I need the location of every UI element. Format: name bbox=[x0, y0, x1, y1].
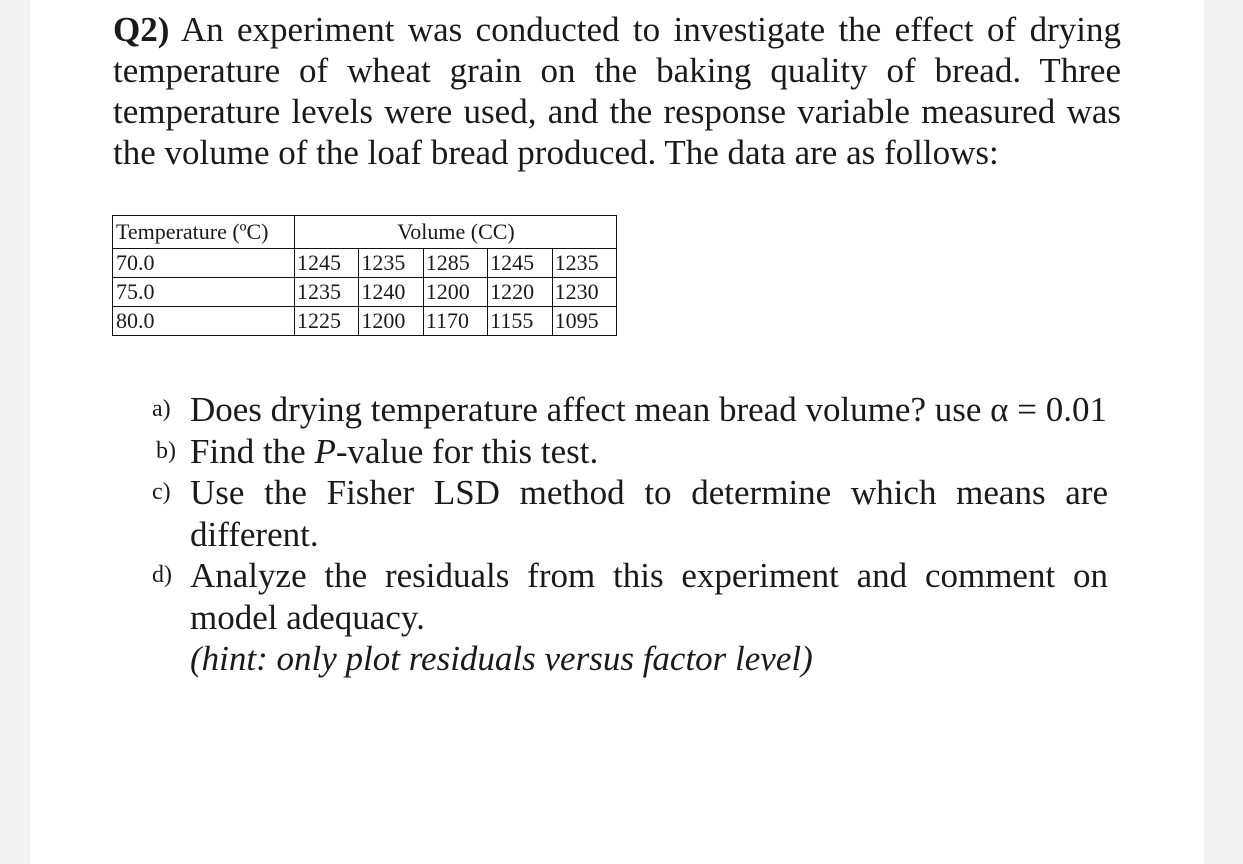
sub-question-text-part: Find the bbox=[190, 431, 315, 471]
volume-cell: 1235 bbox=[552, 249, 616, 278]
volume-header: Volume (CC) bbox=[295, 216, 617, 249]
volume-cell: 1235 bbox=[359, 249, 423, 278]
sub-question-marker: b) bbox=[156, 437, 176, 464]
sub-question-b bbox=[152, 431, 1108, 473]
volume-cell: 1240 bbox=[359, 278, 423, 307]
sub-question-d bbox=[152, 555, 1108, 680]
table-header-row bbox=[113, 216, 617, 249]
p-value-symbol: P bbox=[314, 431, 336, 471]
question-label: Q2) bbox=[113, 10, 170, 49]
volume-cell: 1095 bbox=[552, 307, 616, 336]
document-page bbox=[30, 0, 1204, 864]
volume-cell: 1200 bbox=[423, 278, 487, 307]
sub-question-a bbox=[152, 389, 1108, 431]
sub-question-list bbox=[152, 389, 1108, 680]
volume-cell: 1235 bbox=[295, 278, 359, 307]
volume-cell: 1225 bbox=[295, 307, 359, 336]
question-intro bbox=[113, 9, 1121, 173]
sub-question-text: Analyze the residuals from this experiment and comment on model adequacy. bbox=[190, 556, 1108, 637]
temperature-cell: 80.0 bbox=[113, 307, 295, 336]
sub-question-text: Does drying temperature affect mean bread volume? use α = 0.01 bbox=[190, 390, 1107, 429]
sub-question-marker: a) bbox=[152, 396, 171, 422]
volume-cell: 1230 bbox=[552, 278, 616, 307]
sub-question-text bbox=[190, 432, 598, 471]
temperature-cell: 70.0 bbox=[113, 249, 295, 278]
data-table bbox=[112, 215, 617, 336]
volume-cell: 1200 bbox=[359, 307, 423, 336]
table-row bbox=[113, 249, 617, 278]
sub-question-c bbox=[152, 472, 1108, 555]
hint-text: (hint: only plot residuals versus factor level) bbox=[190, 639, 813, 678]
volume-cell: 1170 bbox=[423, 307, 487, 336]
question-intro-text: An experiment was conducted to investigate the effect of drying temperature of wheat grain on the baking quality of bread. Three temperature levels were used, and the response variable measured was the volume of the loaf bread produced. The data are as follows: bbox=[113, 10, 1121, 172]
sub-question-text-part: -value for this test. bbox=[335, 431, 599, 471]
temperature-header: Temperature (ºC) bbox=[113, 216, 295, 249]
sub-question-marker: c) bbox=[152, 479, 171, 505]
sub-question-marker: d) bbox=[152, 562, 172, 588]
volume-cell: 1245 bbox=[295, 249, 359, 278]
volume-cell: 1155 bbox=[488, 307, 552, 336]
sub-question-text: Use the Fisher LSD method to determine which means are different. bbox=[190, 473, 1108, 554]
volume-cell: 1285 bbox=[423, 249, 487, 278]
volume-cell: 1220 bbox=[488, 278, 552, 307]
temperature-cell: 75.0 bbox=[113, 278, 295, 307]
table-row bbox=[113, 307, 617, 336]
table-row bbox=[113, 278, 617, 307]
volume-cell: 1245 bbox=[488, 249, 552, 278]
